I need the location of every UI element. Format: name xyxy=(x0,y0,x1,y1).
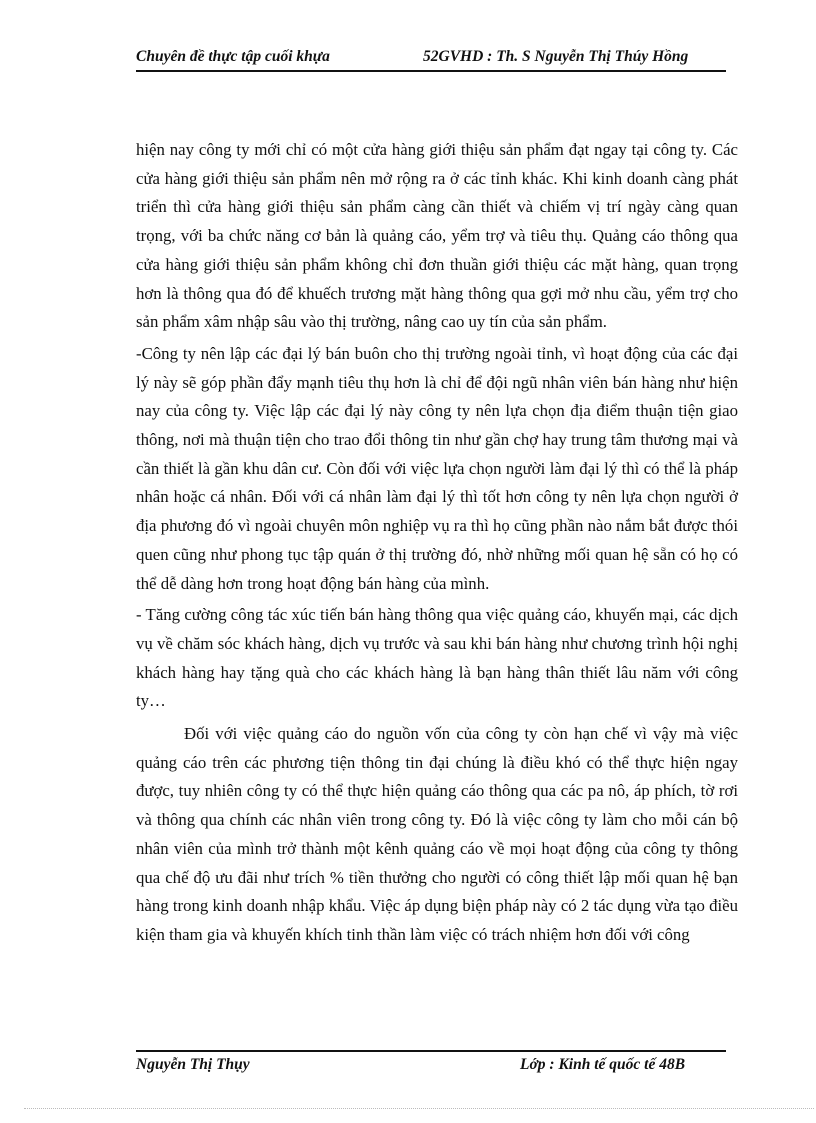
footer-class: Lớp : Kinh tế quốc tế 48B xyxy=(520,1056,686,1073)
paragraph-promotion: - Tăng cường công tác xúc tiến bán hàng thông qua việc quảng cáo, khuyến mại, các dịch vụ về chăm sóc khách hàng, dịch vụ trước và sau khi bán hàng như chương trình hội nghị khách hàng hay tặng quà cho các khách hàng là bạn hàng thân thiết lâu năm với công ty… xyxy=(136,605,738,711)
document-body xyxy=(136,136,738,950)
page-header xyxy=(136,48,726,68)
page-bottom-divider xyxy=(24,1108,814,1109)
footer-author: Nguyễn Thị Thụy xyxy=(136,1056,250,1073)
footer-rule xyxy=(136,1050,726,1052)
page-footer xyxy=(136,1056,726,1076)
paragraph-advertising: Đối với việc quảng cáo do nguồn vốn của công ty còn hạn chế vì vậy mà việc quảng cáo trên các phương tiện thông tin đại chúng là điều khó có thể thực hiện ngay được, tuy nhiên công ty có thể thực hiện quảng cáo thông qua các pa nô, áp phích, tờ rơi và thông qua chính các nhân viên trong công ty. Đó là việc công ty làm cho mỗi cán bộ nhân viên của mình trở thành một kênh quảng cáo về mọi hoạt động của công ty thông qua chế độ ưu đãi như trích % tiền thưởng cho người có công thiết lập mối quan hệ bạn hàng trong kinh doanh nhập khẩu. Việc áp dụng biện pháp này có 2 tác dụng vừa tạo điều kiện tham gia và khuyến khích tinh thần làm việc có trách nhiệm hơn đối với công xyxy=(136,724,738,944)
header-document-title: Chuyên đề thực tập cuối khựa xyxy=(136,48,330,65)
paragraph-agents: -Công ty nên lập các đại lý bán buôn cho thị trường ngoài tỉnh, vì hoạt động của các đại lý này sẽ góp phần đẩy mạnh tiêu thụ hơn là chỉ để đội ngũ nhân viên bán hàng như hiện nay của công ty. Việc lập các đại lý này công ty nên lựa chọn địa điểm thuận tiện giao thông, nơi mà thuận tiện cho trao đổi thông tin như gần chợ hay trung tâm thương mại và cần thiết là gần khu dân cư. Còn đối với việc lựa chọn người làm đại lý thì có thể là pháp nhân hoặc cá nhân. Đối với cá nhân làm đại lý thì tốt hơn công ty nên lựa chọn người ở địa phương đó vì ngoài chuyên môn nghiệp vụ ra thì họ cũng phần nào nắm bắt được thói quen cũng như phong tục tập quán ở thị trường đó, nhờ những mối quan hệ sẵn có họ có thể dễ dàng hơn trong hoạt động bán hàng của mình. xyxy=(136,343,738,593)
header-supervisor: 52GVHD : Th. S Nguyễn Thị Thúy Hồng xyxy=(423,48,689,65)
paragraph-showroom: hiện nay công ty mới chỉ có một cửa hàng giới thiệu sản phẩm đạt ngay tại công ty. Các cửa hàng giới thiệu sản phẩm nên mở rộng ra ở các tỉnh khác. Khi kinh doanh càng phát triển thì cửa hàng giới thiệu sản phẩm càng cần thiết và chiếm vị trí ngày càng quan trọng, với ba chức năng cơ bản là quảng cáo, yểm trợ và tiêu thụ. Quảng cáo thông qua cửa hàng giới thiệu sản phẩm không chỉ đơn thuần giới thiệu các mặt hàng, quan trọng hơn là thông qua đó để khuếch trương mặt hàng thông qua gợi mở nhu cầu, yểm trợ cho sản phẩm xâm nhập sâu vào thị trường, nâng cao uy tín của sản phẩm. xyxy=(136,140,738,332)
header-rule xyxy=(136,70,726,72)
